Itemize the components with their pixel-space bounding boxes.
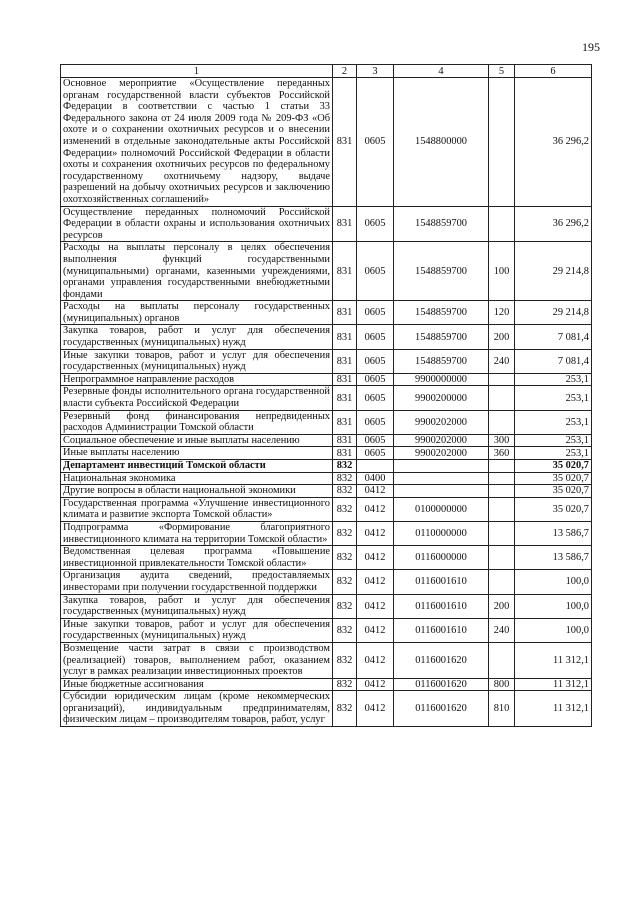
row-name: Иные закупки товаров, работ и услуг для обеспечения государственных (муниципальных) нужд [61,618,333,642]
row-name: Расходы на выплаты персоналу государственных (муниципальных) органов [61,301,333,325]
row-code-3: 0412 [357,678,394,691]
row-name: Социальное обеспечение и иные выплаты населению [61,434,333,447]
row-code-4: 0116001620 [394,678,489,691]
row-name: Возмещение части затрат в связи с производством (реализацией) товаров, выполнением работ, оказанием услуг в рамках реализации инвестиционных проектов [61,642,333,678]
row-code-4: 0110000000 [394,521,489,545]
row-amount: 100,0 [515,570,592,594]
row-amount: 35 020,7 [515,485,592,498]
row-name: Закупка товаров, работ и услуг для обеспечения государственных (муниципальных) нужд [61,325,333,349]
row-amount: 253,1 [515,434,592,447]
row-code-4: 9900202000 [394,434,489,447]
row-amount: 36 296,2 [515,206,592,242]
row-amount: 35 020,7 [515,497,592,521]
row-amount: 11 312,1 [515,691,592,727]
row-code-4 [394,472,489,485]
row-code-4: 1548859700 [394,301,489,325]
row-amount: 29 214,8 [515,242,592,301]
row-code-3: 0412 [357,642,394,678]
table-row [61,642,592,678]
row-code-5 [489,472,515,485]
row-code-3: 0605 [357,78,394,207]
row-name: Расходы на выплаты персоналу в целях обеспечения выполнения функций государственными (муниципальными) органами, казенными учреждениями, органами управления государственными внебюджетными фондами [61,242,333,301]
row-code-4 [394,485,489,498]
row-code-3: 0412 [357,618,394,642]
row-code-5: 240 [489,349,515,373]
row-code-3 [357,460,394,473]
table-row [61,570,592,594]
row-name: Ведомственная целевая программа «Повышение инвестиционной привлекательности Томской области» [61,546,333,570]
table-row [61,521,592,545]
table-row [61,460,592,473]
row-code-2: 832 [333,546,357,570]
row-code-2: 832 [333,594,357,618]
table-row [61,78,592,207]
table-row [61,691,592,727]
row-code-5: 200 [489,594,515,618]
row-code-2: 831 [333,301,357,325]
row-code-5 [489,206,515,242]
row-code-3: 0605 [357,301,394,325]
table-row [61,349,592,373]
row-code-2: 831 [333,410,357,434]
row-amount: 11 312,1 [515,642,592,678]
row-code-3: 0605 [357,410,394,434]
table-row [61,485,592,498]
row-amount: 29 214,8 [515,301,592,325]
row-code-2: 832 [333,521,357,545]
column-header: 3 [357,65,394,78]
row-code-3: 0605 [357,434,394,447]
row-code-3: 0605 [357,386,394,410]
row-code-2: 832 [333,485,357,498]
row-code-3: 0412 [357,691,394,727]
table-row [61,386,592,410]
table-row [61,472,592,485]
row-code-4: 0116001620 [394,642,489,678]
row-amount: 7 081,4 [515,349,592,373]
table-row [61,594,592,618]
page-number: 195 [582,40,600,54]
row-code-2: 832 [333,618,357,642]
row-code-5 [489,78,515,207]
row-code-2: 831 [333,206,357,242]
row-amount: 100,0 [515,618,592,642]
row-code-4: 0116001620 [394,691,489,727]
row-amount: 253,1 [515,386,592,410]
row-amount: 11 312,1 [515,678,592,691]
row-code-4: 1548859700 [394,206,489,242]
table-row [61,206,592,242]
row-name: Национальная экономика [61,472,333,485]
row-code-5 [489,386,515,410]
row-code-5: 300 [489,434,515,447]
row-code-5: 810 [489,691,515,727]
row-code-4: 1548859700 [394,349,489,373]
table-row [61,546,592,570]
row-code-4: 1548859700 [394,325,489,349]
column-header: 1 [61,65,333,78]
row-code-4: 9900200000 [394,386,489,410]
row-code-2: 832 [333,678,357,691]
row-code-4: 9900202000 [394,410,489,434]
row-code-5: 360 [489,447,515,460]
row-name: Непрограммное направление расходов [61,373,333,386]
row-code-5 [489,546,515,570]
row-code-5: 120 [489,301,515,325]
row-code-4: 9900202000 [394,447,489,460]
row-amount: 7 081,4 [515,325,592,349]
row-code-5: 200 [489,325,515,349]
row-name: Резервный фонд финансирования непредвиденных расходов Администрации Томской области [61,410,333,434]
row-code-5 [489,460,515,473]
row-name: Основное мероприятие «Осуществление переданных органам государственной власти субъектов Российской Федерации в соответствии с частью 1 статьи 33 Федерального закона от 24 июля 2009 года № 209-ФЗ «Об охоте и о сохранении охотничьих ресурсов и о внесении изменений в отдельные законодательные акты Российской Федерации» полномочий Российской Федерации в области охоты и сохранения охотничьих ресурсов по федеральному государственному охотничьему надзору, выдаче разрешений на добычу охотничьих ресурсов и заключению охотхозяйственных соглашений» [61,78,333,207]
row-name: Иные закупки товаров, работ и услуг для обеспечения государственных (муниципальных) нужд [61,349,333,373]
row-code-5: 100 [489,242,515,301]
row-code-5 [489,497,515,521]
row-code-3: 0412 [357,497,394,521]
row-code-4: 1548800000 [394,78,489,207]
table-row [61,242,592,301]
row-code-4 [394,460,489,473]
row-amount: 13 586,7 [515,546,592,570]
row-code-2: 832 [333,691,357,727]
row-code-3: 0412 [357,594,394,618]
row-amount: 253,1 [515,447,592,460]
row-code-3: 0400 [357,472,394,485]
row-code-2: 831 [333,349,357,373]
row-amount: 253,1 [515,373,592,386]
table-row [61,678,592,691]
row-code-4: 0100000000 [394,497,489,521]
row-code-2: 832 [333,497,357,521]
row-name: Субсидии юридическим лицам (кроме некоммерческих организаций), индивидуальным предпринимателям, физическим лицам – производителям товаров, работ, услуг [61,691,333,727]
row-code-4: 0116001610 [394,618,489,642]
row-code-5 [489,570,515,594]
row-code-2: 831 [333,434,357,447]
row-code-3: 0605 [357,373,394,386]
row-code-4: 0116001610 [394,570,489,594]
row-amount: 13 586,7 [515,521,592,545]
row-code-5 [489,521,515,545]
row-name: Иные бюджетные ассигнования [61,678,333,691]
budget-table [60,64,592,727]
row-code-4: 9900000000 [394,373,489,386]
table-row [61,434,592,447]
row-code-2: 832 [333,472,357,485]
row-code-3: 0412 [357,521,394,545]
row-amount: 100,0 [515,594,592,618]
row-name: Департамент инвестиций Томской области [61,460,333,473]
row-amount: 35 020,7 [515,472,592,485]
row-name: Подпрограмма «Формирование благоприятного инвестиционного климата на территории Томской области» [61,521,333,545]
row-name: Осуществление переданных полномочий Российской Федерации в области охраны и использования охотничьих ресурсов [61,206,333,242]
table-row [61,410,592,434]
row-code-2: 831 [333,447,357,460]
row-name: Государственная программа «Улучшение инвестиционного климата и развитие экспорта Томской области» [61,497,333,521]
row-code-2: 831 [333,373,357,386]
row-code-5 [489,485,515,498]
row-name: Другие вопросы в области национальной экономики [61,485,333,498]
row-code-2: 832 [333,570,357,594]
row-amount: 36 296,2 [515,78,592,207]
row-code-2: 831 [333,78,357,207]
column-header: 4 [394,65,489,78]
row-code-5 [489,642,515,678]
row-code-3: 0412 [357,485,394,498]
row-code-2: 831 [333,386,357,410]
row-code-2: 832 [333,460,357,473]
table-row [61,301,592,325]
column-header: 6 [515,65,592,78]
table-header-row [61,65,592,78]
row-code-4: 0116001610 [394,594,489,618]
row-code-3: 0605 [357,206,394,242]
table-row [61,373,592,386]
row-code-5 [489,410,515,434]
row-code-5 [489,373,515,386]
row-code-2: 832 [333,642,357,678]
row-name: Резервные фонды исполнительного органа государственной власти субъекта Российской Федерации [61,386,333,410]
row-code-3: 0605 [357,242,394,301]
row-code-3: 0605 [357,447,394,460]
table-row [61,447,592,460]
table-row [61,325,592,349]
row-code-3: 0412 [357,546,394,570]
column-header: 2 [333,65,357,78]
row-code-4: 0116000000 [394,546,489,570]
table-row [61,497,592,521]
row-code-2: 831 [333,325,357,349]
row-name: Иные выплаты населению [61,447,333,460]
column-header: 5 [489,65,515,78]
row-amount: 253,1 [515,410,592,434]
row-code-2: 831 [333,242,357,301]
row-code-3: 0605 [357,325,394,349]
row-name: Организация аудита сведений, предоставляемых инвесторами при получении государственной поддержки [61,570,333,594]
row-code-4: 1548859700 [394,242,489,301]
row-amount: 35 020,7 [515,460,592,473]
row-code-3: 0605 [357,349,394,373]
row-name: Закупка товаров, работ и услуг для обеспечения государственных (муниципальных) нужд [61,594,333,618]
row-code-3: 0412 [357,570,394,594]
row-code-5: 800 [489,678,515,691]
row-code-5: 240 [489,618,515,642]
table-row [61,618,592,642]
